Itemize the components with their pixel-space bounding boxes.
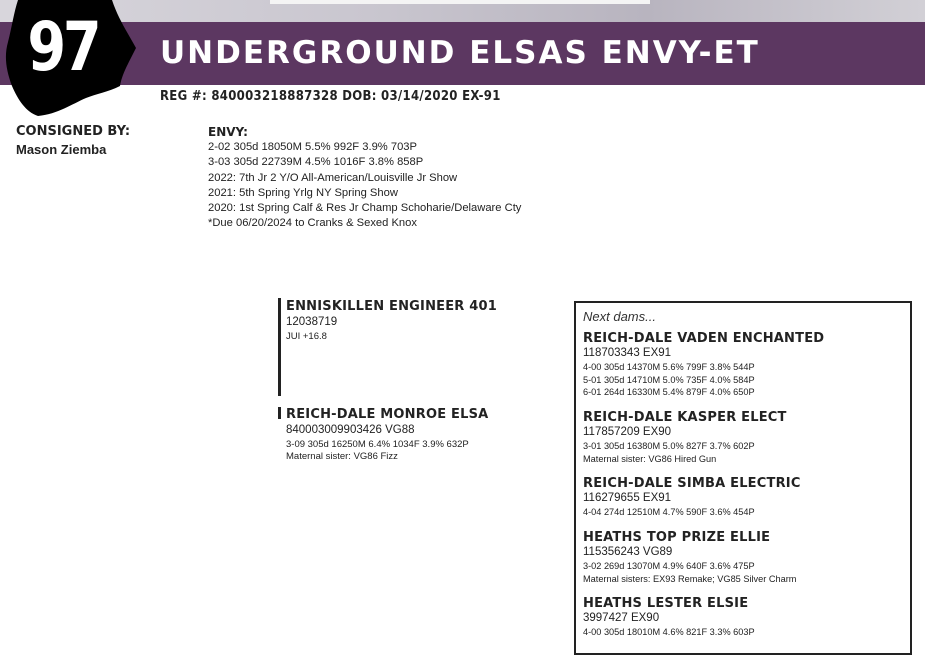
consigned-label: CONSIGNED BY: (16, 124, 131, 139)
next-dams-box (574, 301, 912, 655)
envy-show-line: 2021: 5th Spring Yrlg NY Spring Show (208, 186, 398, 199)
sire-reg: 12038719 (286, 316, 338, 328)
sire-name: ENNISKILLEN ENGINEER 401 (286, 299, 497, 314)
dam-name: REICH-DALE SIMBA ELECTRIC (583, 476, 801, 491)
dam-record-line: 6-01 264d 16330M 5.4% 879F 4.0% 650P (583, 387, 755, 397)
consignor-name: Mason Ziemba (16, 142, 107, 157)
dam-reg: 116279655 EX91 (583, 492, 672, 504)
next-dam-2 (583, 410, 787, 465)
dam-sister-line: Maternal sister: VG86 Hired Gun (583, 453, 717, 464)
dam-record-line: 3-02 269d 13070M 4.9% 640F 3.6% 475P (583, 561, 755, 571)
envy-show-line: 2022: 7th Jr 2 Y/O All-American/Louisville Jr Show (208, 171, 458, 184)
dam-reg: 118703343 EX91 (583, 347, 672, 359)
dam-record-line: 4-00 305d 18010M 4.6% 821F 3.3% 603P (583, 627, 755, 637)
envy-show-line: 2020: 1st Spring Calf & Res Jr Champ Schoharie/Delaware Cty (208, 202, 522, 215)
dam-name: REICH-DALE KASPER ELECT (583, 410, 787, 425)
envy-section (208, 125, 521, 231)
dam-sister-line: Maternal sisters: EX93 Remake; VG85 Silver Charm (583, 573, 797, 584)
envy-record-line: 3-03 305d 22739M 4.5% 1016F 3.8% 858P (208, 156, 424, 169)
envy-label: ENVY: (208, 125, 248, 139)
dam-reg: 840003009903426 VG88 (286, 424, 415, 436)
dam-details (583, 560, 796, 585)
dam-name: REICH-DALE VADEN ENCHANTED (583, 331, 825, 346)
envy-due-line: *Due 06/20/2024 to Cranks & Sexed Knox (208, 217, 417, 230)
sire-block (286, 299, 497, 343)
next-dam-3 (583, 476, 801, 519)
dam-name: HEATHS LESTER ELSIE (583, 596, 749, 611)
next-dam-1 (583, 331, 824, 399)
animal-title: UNDERGROUND ELSAS ENVY-ET (160, 35, 760, 71)
dam-record-line: 4-00 305d 14370M 5.6% 799F 3.8% 544P (583, 362, 755, 372)
next-dams-title: Next dams... (583, 309, 656, 324)
dam-reg: 117857209 EX90 (583, 426, 672, 438)
envy-record-line: 2-02 305d 18050M 5.5% 992F 3.9% 703P (208, 141, 417, 154)
dam-details (583, 361, 824, 399)
dam-reg: 3997427 EX90 (583, 612, 660, 624)
dam-details (583, 626, 755, 639)
dam-details (286, 439, 488, 463)
pedigree-bracket (278, 298, 281, 396)
dam-record-line: 5-01 305d 14710M 5.0% 735F 4.0% 584P (583, 374, 755, 385)
consigned-section (16, 124, 130, 157)
dam-record-line: 4-04 274d 12510M 4.7% 590F 3.6% 454P (583, 507, 755, 517)
pedigree-bracket-dam (278, 407, 281, 419)
lot-number: 97 (27, 8, 99, 87)
photo-white-bar (270, 0, 650, 4)
dam-details (583, 440, 787, 465)
next-dam-5 (583, 596, 755, 639)
dam-record-line: 3-09 305d 16250M 6.4% 1034F 3.9% 632P (286, 439, 469, 450)
dam-name: HEATHS TOP PRIZE ELLIE (583, 530, 771, 545)
dam-details (583, 506, 801, 519)
dam-block (286, 407, 488, 463)
next-dam-4 (583, 530, 796, 585)
dam-record-line: 3-01 305d 16380M 5.0% 827F 3.7% 602P (583, 441, 755, 451)
registration-line: REG #: 840003218887328 DOB: 03/14/2020 EX-91 (160, 89, 501, 104)
dam-name: REICH-DALE MONROE ELSA (286, 407, 489, 422)
dam-sister-line: Maternal sister: VG86 Fizz (286, 451, 398, 462)
dam-reg: 115356243 VG89 (583, 546, 673, 558)
sire-detail: JUI +16.8 (286, 331, 327, 342)
